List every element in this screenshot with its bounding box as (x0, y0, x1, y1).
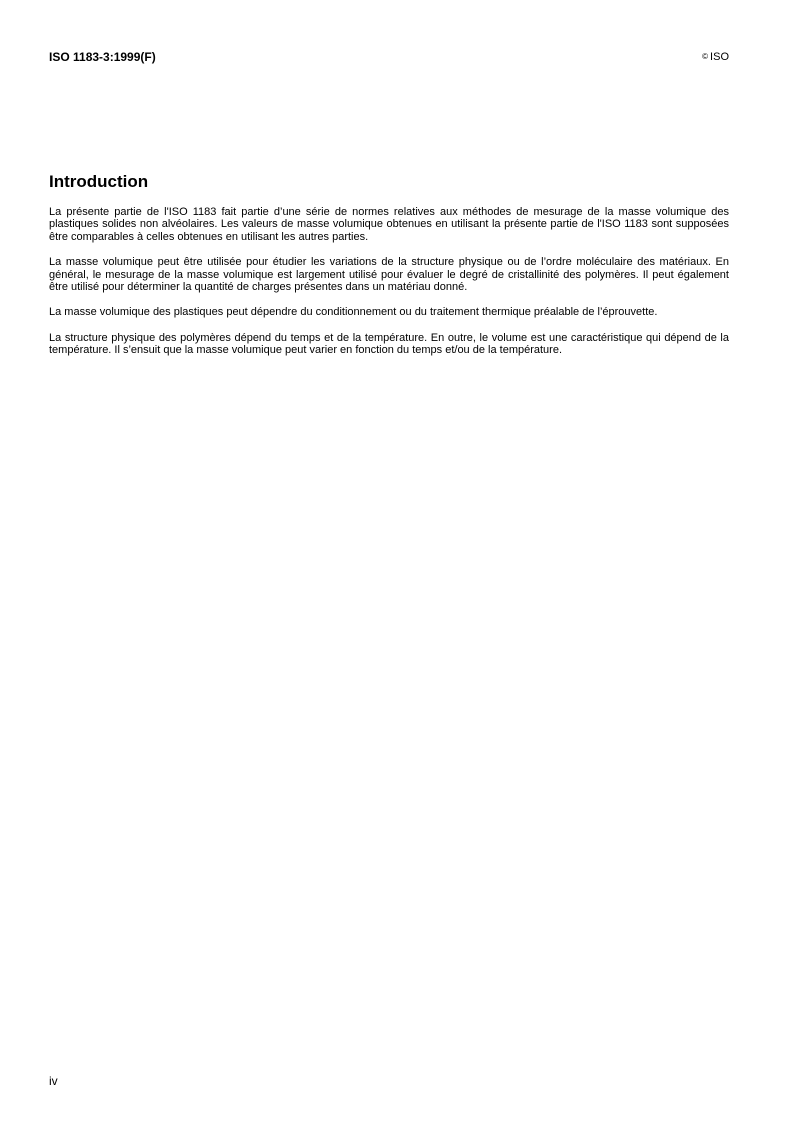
page-number: iv (49, 1074, 58, 1088)
paragraph-2: La masse volumique peut être utilisée pour étudier les variations de la structure physique ou de l’ordre moléculaire des matériaux. En général, le mesurage de la masse volumique est largement utilisé pour évaluer le degré de cristallinité des polymères. Il peut également être utilisé pour déterminer la quantité de charges présentes dans un matériau donné. (49, 256, 729, 294)
paragraph-3: La masse volumique des plastiques peut dépendre du conditionnement ou du traitement thermique préalable de l’éprouvette. (49, 306, 658, 319)
copyright-notice (702, 49, 729, 65)
section-title: Introduction (49, 172, 149, 191)
page-header (49, 49, 729, 65)
paragraph-1: La présente partie de l'ISO 1183 fait partie d’une série de normes relatives aux méthodes de mesurage de la masse volumique des plastiques solides non alvéolaires. Les valeurs de masse volumique obtenues en utilisant la présente partie de l'ISO 1183 sont supposées être comparables à celles obtenues en utilisant les autres parties. (49, 206, 729, 243)
introduction-section (49, 171, 729, 370)
copyright-owner: ISO (710, 51, 729, 63)
document-reference: ISO 1183-3:1999(F) (49, 50, 156, 64)
copyright-symbol: © (702, 52, 709, 61)
paragraph-4: La structure physique des polymères dépend du temps et de la température. En outre, le volume est une caractéristique qui dépend de la température. Il s’ensuit que la masse volumique peut varier en fonction du temps et/ou de la température. (49, 331, 729, 357)
